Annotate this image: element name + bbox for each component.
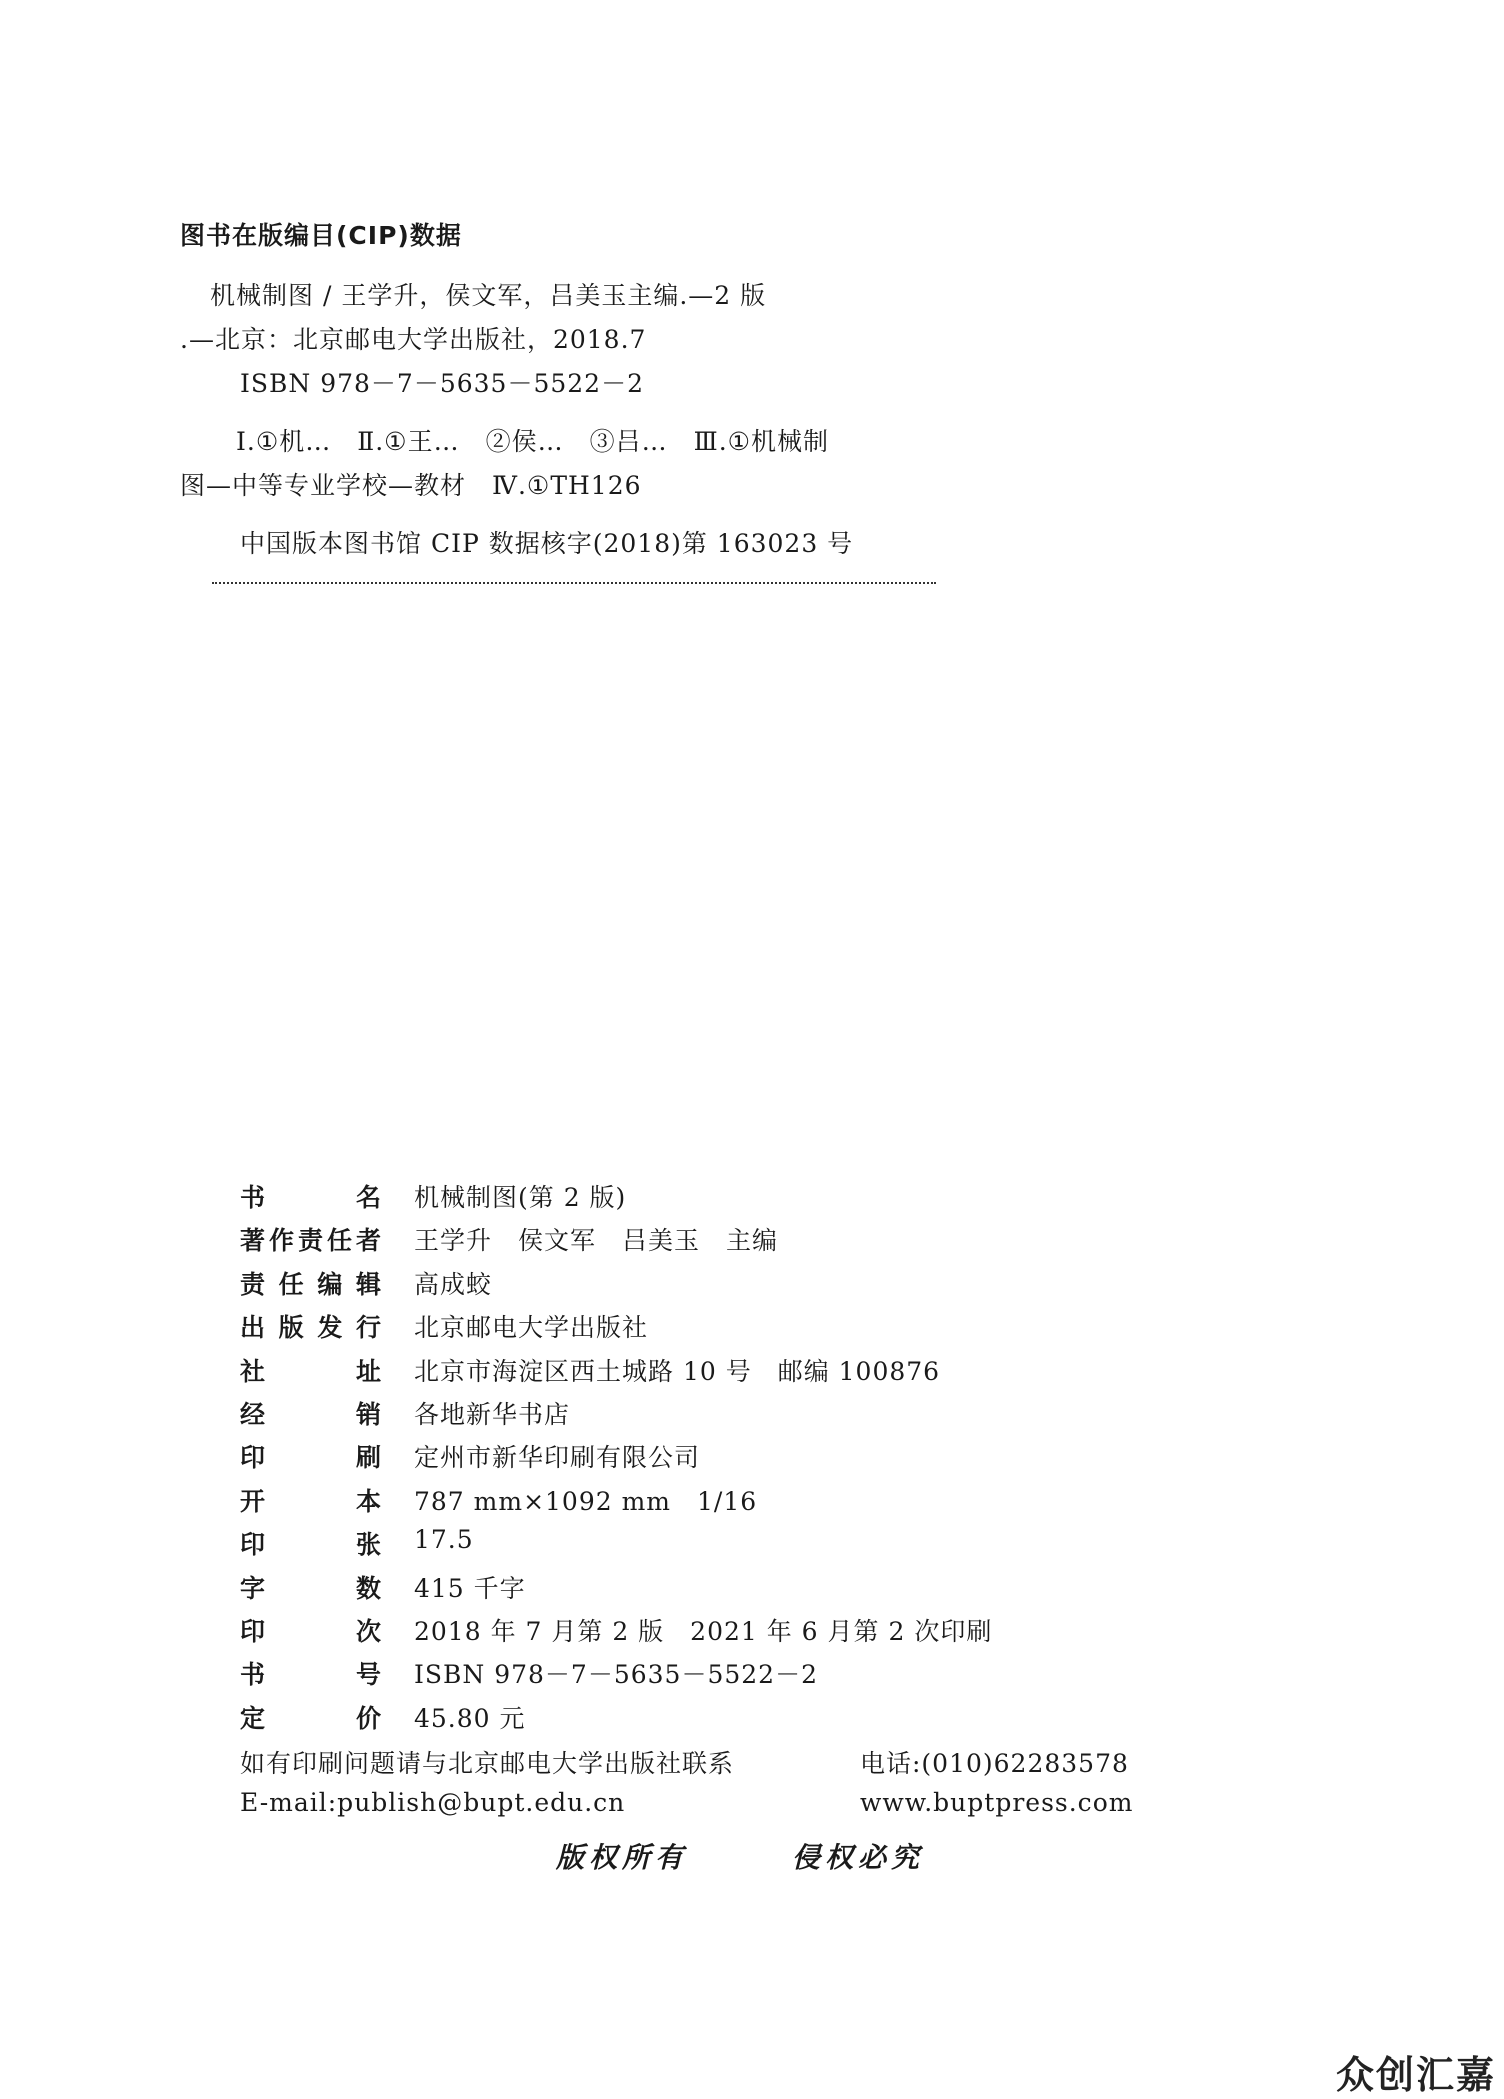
book-info-label: 开 本 bbox=[240, 1486, 381, 1516]
watermark-logo: 众创汇嘉 bbox=[1335, 2053, 1496, 2097]
book-info-value: 415 千字 bbox=[414, 1573, 526, 1603]
book-info-value: 定州市新华印刷有限公司 bbox=[414, 1443, 701, 1473]
book-info-label: 社 址 bbox=[240, 1356, 381, 1386]
book-info-label: 责 任 编 辑 bbox=[240, 1269, 381, 1299]
book-info-value: 高成蛟 bbox=[414, 1269, 493, 1299]
book-info-value: 王学升 侯文军 吕美玉 主编 bbox=[414, 1226, 779, 1256]
dotted-divider bbox=[212, 582, 936, 584]
print-issue-note: 如有印刷问题请与北京邮电大学出版社联系 bbox=[240, 1749, 735, 1778]
book-info-label: 印 张 bbox=[240, 1530, 381, 1560]
infringement-notice: 侵权必究 bbox=[792, 1841, 925, 1874]
cip-line-4: Ⅰ.①机… Ⅱ.①王… ②侯… ③吕… Ⅲ.①机械制 bbox=[236, 427, 830, 456]
book-info-label: 出 版 发 行 bbox=[240, 1313, 381, 1343]
book-info-label: 书 名 bbox=[240, 1183, 381, 1212]
book-info-value: 北京市海淀区西土城路 10 号 邮编 100876 bbox=[414, 1356, 941, 1386]
cip-line-1: 机械制图 / 王学升，侯文军，吕美玉主编.—2 版 bbox=[210, 281, 767, 310]
book-info-label: 印 刷 bbox=[240, 1443, 381, 1473]
cip-line-6: 中国版本图书馆 CIP 数据核字(2018)第 163023 号 bbox=[240, 529, 854, 558]
rights-reserved: 版权所有 bbox=[556, 1841, 689, 1874]
email-address: E-mail:publish@bupt.edu.cn bbox=[240, 1788, 626, 1817]
book-info-value: 各地新华书店 bbox=[414, 1400, 571, 1429]
website-url: www.buptpress.com bbox=[860, 1788, 1134, 1817]
book-info-value: 17.5 bbox=[414, 1525, 474, 1555]
cip-line-3: ISBN 978－7－5635－5522－2 bbox=[240, 369, 644, 398]
book-info-label: 著 作 责 任 者 bbox=[240, 1226, 381, 1256]
book-info-label: 字 数 bbox=[240, 1573, 381, 1603]
book-info-value: 2018 年 7 月第 2 版 2021 年 6 月第 2 次印刷 bbox=[414, 1617, 993, 1646]
book-info-value: 45.80 元 bbox=[414, 1703, 526, 1733]
book-info-label: 印 次 bbox=[240, 1617, 381, 1646]
cip-title: 图书在版编目(CIP)数据 bbox=[180, 221, 462, 250]
book-info-value: 北京邮电大学出版社 bbox=[414, 1313, 649, 1343]
book-info-value: ISBN 978－7－5635－5522－2 bbox=[414, 1660, 818, 1690]
book-info-label: 书 号 bbox=[240, 1660, 381, 1690]
book-info-label: 经 销 bbox=[240, 1400, 381, 1429]
book-info-label: 定 价 bbox=[240, 1703, 381, 1733]
cip-line-5: 图—中等专业学校—教材 Ⅳ.①TH126 bbox=[180, 471, 642, 500]
phone-number: 电话:(010)62283578 bbox=[860, 1749, 1129, 1778]
book-info-value: 机械制图(第 2 版) bbox=[414, 1183, 627, 1212]
cip-line-2: .—北京：北京邮电大学出版社，2018.7 bbox=[180, 325, 647, 354]
book-info-value: 787 mm×1092 mm 1/16 bbox=[414, 1486, 758, 1516]
